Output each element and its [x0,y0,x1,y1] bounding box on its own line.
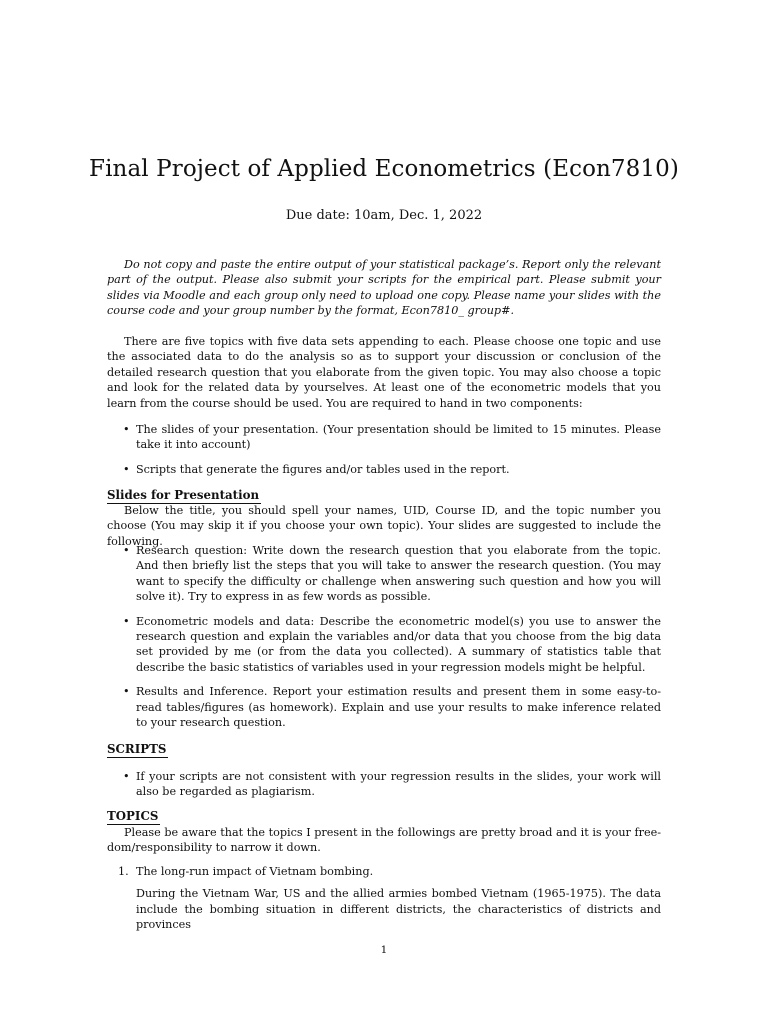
document-title: Final Project of Applied Econometrics (Econ7810) [89,156,679,182]
list-item-text: Research question: Write down the research question that you elaborate from the topic. And then briefly list the steps that you will take to answer the research question. (You may want to specify the difficulty or challenge when answering such question and how you will solve it). Try to express in as few words as possible. [136,544,661,604]
list-item [107,684,661,730]
scripts-items-list [107,769,661,809]
section-heading-scripts: SCRIPTS [107,742,167,756]
list-item-text: Econometric models and data: Describe the econometric model(s) you use to answer the research question and explain the variables and/or data that you choose from the big data set provided by me (or from the data you collected). A summary of statistics table that describe the basic statistics of variables used in your regression models might be helpful. [136,614,661,674]
slides-items-list [107,543,661,739]
list-item [107,769,661,800]
topic-description: During the Vietnam War, US and the allied armies bombed Vietnam (1965-1975). The data include the bombing situation in different districts, the characteristics of districts and provinces [136,887,661,932]
list-item [107,543,661,605]
list-item-text: Scripts that generate the figures and/or tables used in the report. [136,462,510,476]
slides-intro-paragraph: Below the title, you should spell your names, UID, Course ID, and the topic number you choose (You may skip it if you choose your own topic). Your slides are suggested to include the following. [107,504,661,548]
bullet-icon: • [123,423,130,436]
bullet-icon: • [123,544,130,557]
list-item [107,462,661,477]
topic-title: The long-run impact of Vietnam bombing. [136,865,374,878]
list-item-text: Results and Inference. Report your estimation results and present them in some easy-to-read tables/figures (as homework). Explain and use your results to make inference related to your research question. [136,685,661,730]
section-heading-slides: Slides for Presentation [107,488,260,502]
bullet-icon: • [123,770,130,783]
topics-list [107,864,661,933]
bullet-icon: • [123,685,130,699]
list-item [107,422,661,453]
section-heading-topics: TOPICS [107,809,159,823]
bullet-icon: • [123,614,130,628]
list-item-text: The slides of your presentation. (Your presentation should be limited to 15 minutes. Please take it into account) [136,423,661,452]
topics-intro-paragraph: Please be aware that the topics I present in the followings are pretty broad and it is your free-dom/responsibility to narrow it down. [107,826,661,855]
topic-item [107,864,661,933]
list-item-text: If your scripts are not consistent with your regression results in the slides, your work will also be regarded as plagiarism. [136,770,661,799]
instructions-paragraph: Do not copy and paste the entire output of your statistical package’s. Report only the relevant part of the output. Please also submit your scripts for the empirical part. Please submit your slides via Moodle and each group only need to upload one copy. Please name your slides with the course code and your group number by the format, Econ7810_ group#. [107,258,661,318]
components-list [107,422,661,486]
list-item [107,614,661,676]
intro-paragraph: There are five topics with five data sets appending to each. Please choose one topic and use the associated data to do the analysis so as to support your discussion or conclusion of the detailed research question that you elaborate from the given topic. You may also choose a topic and look for the related data by yourselves. At least one of the econometric models that you learn from the course should be used. You are required to hand in two components: [107,335,661,410]
page-number: 1 [380,944,388,956]
due-date: Due date: 10am, Dec. 1, 2022 [285,208,483,223]
topic-number: 1. [118,865,129,878]
bullet-icon: • [123,462,130,476]
